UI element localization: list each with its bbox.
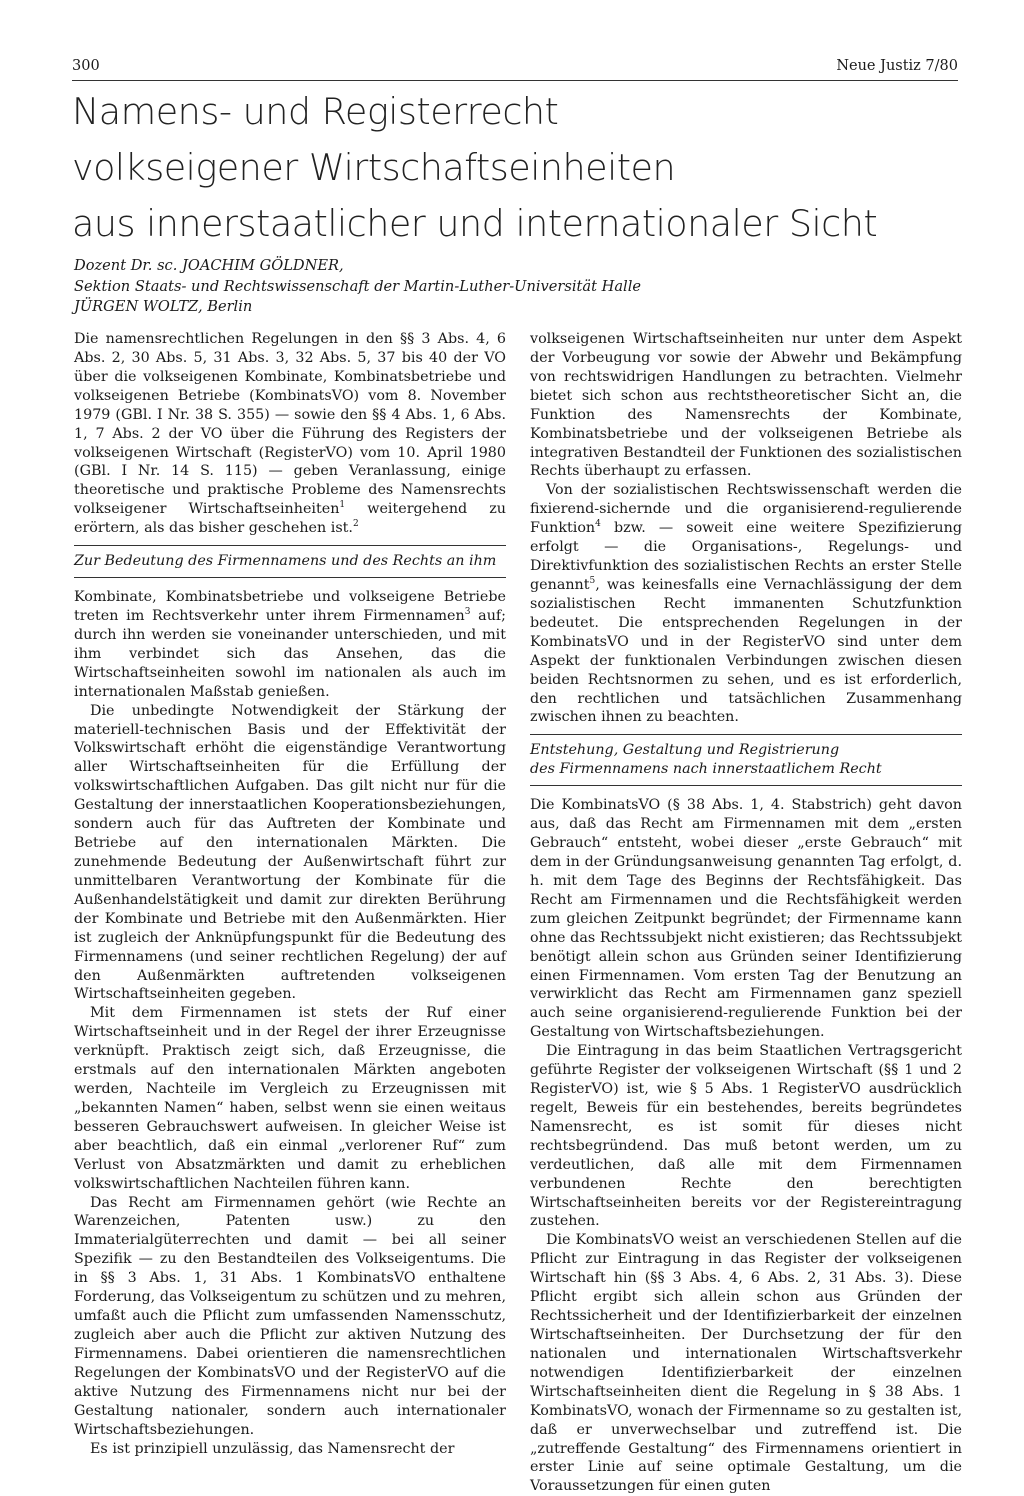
body-paragraph: Das Recht am Firmennamen gehört (wie Rechte an Warenzeichen, Patenten usw.) zu den Immaterialgüterrechten und damit — bei all seiner Spezifik — zu den Bestandteilen des Volkseigentums. Die in §§ 3 Abs. 1, 31 Abs. 1 KombinatsVO enthaltene Forderung, das Volkseigentum zu schützen und zu mehren, umfaßt auch die Pflicht zum umfassenden Namensschutz, zugleich aber auch die Pflicht zur aktiven Nutzung des Firmennamens. Dabei orientieren die namensrechtlichen Regelungen der KombinatsVO und der RegisterVO auf die aktive Nutzung des Firmennamens nicht nur bei der Gestaltung nationaler, sondern auch internationaler Wirtschaftsbeziehungen. <box>74 1194 506 1438</box>
page-number: 300 <box>72 58 100 74</box>
author-line: Dozent Dr. sc. JOACHIM GÖLDNER, <box>74 257 344 274</box>
footnote-ref: 4 <box>595 519 601 530</box>
body-paragraph: Die KombinatsVO (§ 38 Abs. 1, 4. Stabstrich) geht davon aus, daß das Recht am Firmennamen mit dem „ersten Gebrauch“ entsteht, wobei dieser „erste Gebrauch“ mit dem in der Gründungsanweisung genannten Tag erfolgt, d. h. mit dem Tage des Beginns der Rechtsfähigkeit. Das Recht am Firmennamen und die Rechtsfähigkeit werden zum gleichen Zeitpunkt begründet; der Firmenname kann ohne das Rechtssubjekt nicht existieren; das Rechtssubjekt benötigt allein schon aus Gründen seiner Identifizierung einen Firmennamen. Vom ersten Tag der Benutzung an verwirklicht das Recht am Firmennamen ganz speziell auch seine organisierend-regulierende Funktion bei der Gestaltung von Wirtschaftsbeziehungen. <box>530 797 962 1041</box>
body-paragraph: Die Eintragung in das beim Staatlichen Vertragsgericht geführte Register der volkseigenen Wirtschaft (§§ 1 und 2 RegisterVO) ist, wie § 5 Abs. 1 RegisterVO ausdrücklich regelt, Beweis für ein bestehendes, bereits begründetes Namensrecht, es ist somit für dieses nicht rechtsbegründend. Das muß betont werden, um zu verdeutlichen, daß alle mit dem Firmennamen verbundenen Rechte den berechtigten Wirtschaftseinheiten bereits vor der Registereintragung zustehen. <box>530 1043 962 1230</box>
article-title <box>72 84 958 252</box>
body-paragraph: Die unbedingte Notwendigkeit der Stärkung der materiell-technischen Basis und der Effektivität der Volkswirtschaft erhöht die eigenständige Verantwortung aller Wirtschaftseinheiten für die Erfüllung der volkswirtschaftlichen Aufgaben. Das gilt nicht nur für die Gestaltung der innerstaatlichen Kooperationsbeziehungen, sondern auch für das Auftreten der Kombinate und Betriebe auf den internationalen Märkten. Die zunehmende Bedeutung der Außenwirtschaft führt zur unmittelbaren Verantwortung der Kombinate für die Außenhandelstätigkeit und damit zur direkten Berührung der Kombinate und Betriebe mit den Außenmärkten. Hier ist zugleich der Anknüpfungspunkt für die Bedeutung des Firmennamens (und seiner rechtlichen Regelung) der auf den Außenmärkten auftretenden volkseigenen Wirtschaftseinheiten gegeben. <box>74 702 506 1003</box>
title-line: aus innerstaatlicher und internationaler Sicht <box>72 202 878 245</box>
footnote-ref: 5 <box>589 576 596 587</box>
section-heading: Entstehung, Gestaltung und Registrierung des Firmennamens nach innerstaatlichem Recht <box>530 734 962 786</box>
body-paragraph: Mit dem Firmennamen ist stets der Ruf einer Wirtschaftseinheit und in der Regel der ihrer Erzeugnisse verknüpft. Praktisch zeigt sich, daß Erzeugnisse, die erstmals auf den internationalen Märkten angeboten werden, Nachteile im Vergleich zu Erzeugnissen mit „bekannten Namen“ haben, selbst wenn sie einen weitaus besseren Gebrauchswert aufweisen. In gleicher Weise ist aber beachtlich, daß ein einmal „verlorener Ruf“ zum Verlust von Absatzmärkten und damit zu erheblichen volkswirtschaftlichen Nachteilen führen kann. <box>74 1005 506 1192</box>
left-column <box>74 330 506 1458</box>
body-paragraph: Es ist prinzipiell unzulässig, das Namensrecht der <box>90 1440 455 1457</box>
body-paragraph: Kombinate, Kombinatsbetriebe und volkseigene Betriebe treten im Rechtsverkehr unter ihrem Firmennamen$^3$ auf; durch ihn werden sie voneinander unterschieden, und mit ihm verbindet sich das Ansehen, das die Wirtschaftseinheiten sowohl im nationalen als auch im internationalen Maßstab genießen. <box>74 589 507 700</box>
body-paragraph: volkseigenen Wirtschaftseinheiten nur unter dem Aspekt der Vorbeugung vor sowie der Abwehr und Bekämpfung von rechtswidrigen Handlungen zu betrachten. Vielmehr bietet sich schon aus rechtstheoretischer Sicht an, die Funktion des Namensrechts der Kombinate, Kombinatsbetriebe und der volkseigenen Betriebe als integrativen Bestandteil der Funktionen des sozialistischen Rechts überhaupt zu erfassen. <box>530 331 962 480</box>
header-rule <box>72 80 958 81</box>
author-affiliation: Sektion Staats- und Rechtswissenschaft der Martin-Luther-Universität Halle <box>74 277 642 295</box>
author-block <box>74 256 774 318</box>
title-line: Namens- und Registerrecht <box>72 90 559 133</box>
journal-issue: Neue Justiz 7/80 <box>836 58 958 74</box>
right-column <box>530 330 962 1496</box>
body-paragraph: Die KombinatsVO weist an verschiedenen Stellen auf die Pflicht zur Eintragung in das Register der volkseigenen Wirtschaft hin (§§ 3 Abs. 4, 6 Abs. 2, 31 Abs. 3). Diese Pflicht ergibt sich allein schon aus Gründen der Rechtssicherheit und der Identifizierbarkeit der einzelnen Wirtschaftseinheiten. Der Durchsetzung der für den nationalen und internationalen Wirtschaftsverkehr notwendigen Identifizierbarkeit der einzelnen Wirtschaftseinheiten dient die Regelung in § 38 Abs. 1 KombinatsVO, wonach der Firmenname so zu gestalten ist, daß er unverwechselbar und zutreffend ist. Die „zutreffende Gestaltung“ des Firmennamens orientiert in erster Linie auf seine optimale Gestaltung, um die Voraussetzungen für einen guten <box>530 1232 962 1495</box>
section-heading: Zur Bedeutung des Firmennamens und des Rechts an ihm <box>74 545 506 578</box>
running-header <box>72 58 958 80</box>
body-paragraph: Von der sozialistischen Rechtswissenschaft werden die fixierend-sichernde und die organisierend-regulierende Funktion$^4$ bzw. — soweit eine weitere Spezifizierung erfolgt — die Organisations-, Regelungs- und Direktivfunktion des sozialistischen Rechts an erster Stelle genannt$^5$, was keinesfalls eine Vernachlässigung der dem sozialistischen Recht immanenten Schutzfunktion bedeutet. Die entsprechenden Regelungen in der KombinatsVO und in der RegisterVO sind unter dem Aspekt der funktionalen Verbindungen zwischen diesen beiden Rechtsnormen zu sehen, und es ist erforderlich, den rechtlichen und tatsächlichen Zusammenhang zwischen ihnen zu beachten. <box>530 482 962 726</box>
title-line: volkseigener Wirtschaftseinheiten <box>72 146 676 189</box>
footnote-ref: 1 <box>339 500 346 511</box>
author-line: JÜRGEN WOLTZ, Berlin <box>74 298 253 315</box>
intro-paragraph: Die namensrechtlichen Regelungen in den §§ 3 Abs. 4, 6 Abs. 2, 30 Abs. 5, 31 Abs. 3, 32 Abs. 5, 37 bis 40 der VO über die volkseigenen Kombinate, Kombinatsbetriebe und volkseigenen Betriebe (KombinatsVO) vom 8. November 1979 (GBl. I Nr. 38 S. 355) — sowie den §§ 4 Abs. 1, 6 Abs. 1, 7 Abs. 2 der VO über die Führung des Registers der volkseigenen Wirtschaft (RegisterVO) vom 10. April 1980 (GBl. I Nr. 14 S. 115) — geben Veranlassung, einige theoretische und praktische Probleme des Namensrechts volkseigener Wirtschaftseinheiten$^1$ weitergehend zu erörtern, als das bisher geschehen ist.$^2$ <box>74 331 506 537</box>
footnote-ref: 3 <box>464 607 471 618</box>
footnote-ref: 2 <box>352 519 359 530</box>
